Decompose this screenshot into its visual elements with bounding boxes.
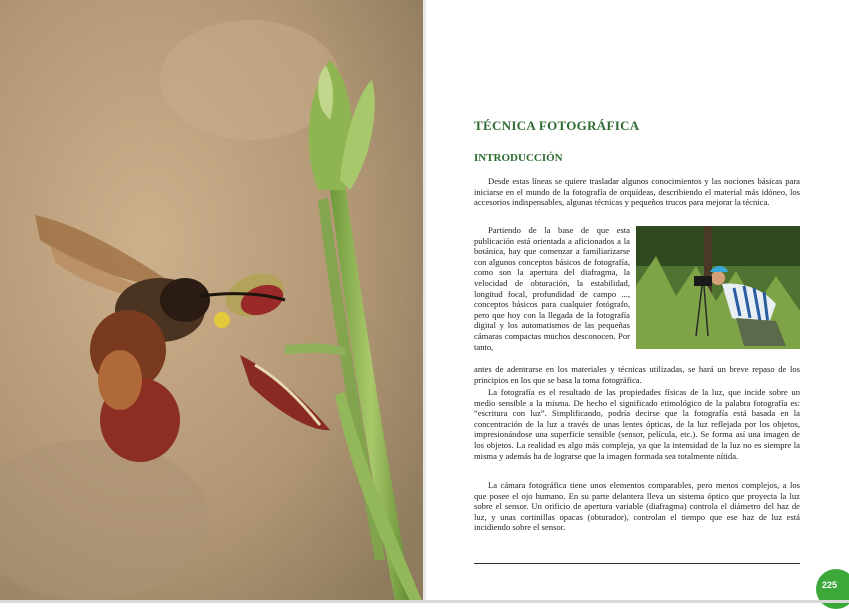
paragraph-concepts-tail: antes de adentrarse en los materiales y técnicas utilizadas, se hará un breve repaso de los principios en los que se basa la toma fotográfica. [474,364,800,385]
orchid-bee-photo [0,0,423,601]
photographer-illustration [636,226,800,349]
subsection-title: INTRODUCCIÓN [474,152,563,164]
paragraph-light: La fotografía es el resultado de las propiedades físicas de la luz, que incide sobre un medio sensible a la misma. De hecho el significado etimológico de la palabra fotografía es: “escritura con luz”. Simplificando, podría decirse que la fotografía está basada en la concentración de la luz a través de unas lentes ópticas, de la luz reflejada por los objetos, impresionándose una superficie sensible (sensor, película, etc.). Se forma así una imagen de los objetos. La realidad es algo más compleja, ya que la intensidad de la luz no es siempre la misma y además ha de lograrse que la imagen formada sea totalmente nítida. [474,387,800,461]
section-title: TÉCNICA FOTOGRÁFICA [474,118,640,133]
page-number: 225 [822,580,838,590]
paragraph-concepts: Partiendo de la base de que esta publicación está orientada a aficionados a la botánica, hay que comenzar a familiarizarse con algunos conceptos básicos de fotografía, como son la apertura del diafragma, la velocidad de obturación, la estabilidad, longitud focal, profundidad de campo ..., conceptos básicos para cualquier fotógrafo, pero que hoy con la llegada de la fotografía digital y los automatismos de las pequeñas cámaras compactas muchos desconocen. Por tanto, [474,225,630,352]
photographer-photo [636,226,800,349]
text-page [426,0,849,601]
orchid-bee-illustration [0,0,423,601]
paragraph-intro: Desde estas líneas se quiere trasladar algunos conocimientos y las nociones básicas para iniciarse en el mundo de la fotografía de orquídeas, describiendo el material más idóneo, los accesorios indispensables, algunas técnicas y pequeños trucos para mejorar la técnica. [474,176,800,208]
bottom-rule [474,563,800,564]
paragraph-camera: La cámara fotográfica tiene unos elementos comparables, pero menos complejos, a los que posee el ojo humano. En su parte delantera lleva un sistema óptico que proyecta la luz sobre el sensor. Un orificio de apertura variable (diafragma) controla el diámetro del haz de luz, y unas cortinillas opacas (obturador), controlan el tiempo que ese haz de luz está incidiendo sobre el sensor. [474,480,800,533]
